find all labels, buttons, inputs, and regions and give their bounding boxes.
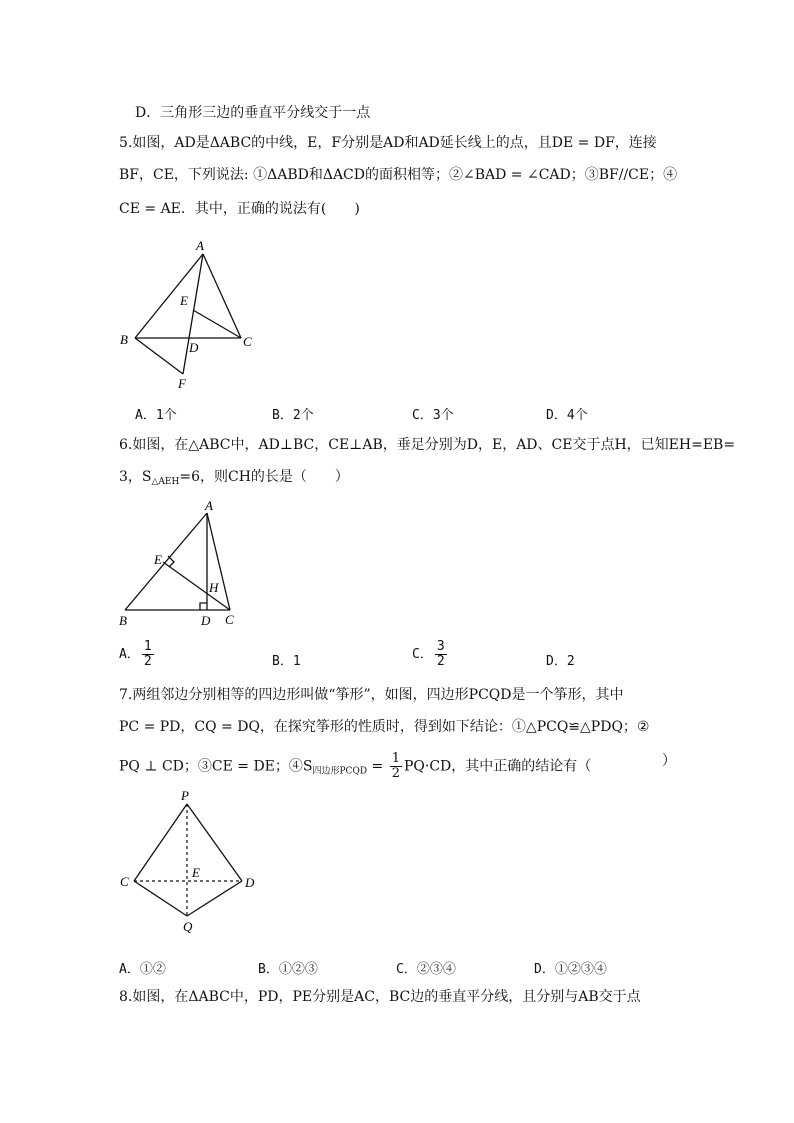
q7-text-line-2: PC = PD，CQ = DQ，在探究筝形的性质时，得到如下结论：①△PCQ≌△PDQ；② [119, 719, 650, 735]
q5-label-a: A [196, 238, 204, 253]
q6-option-d: D．2 [546, 654, 575, 669]
q6-label-h: H [209, 580, 219, 595]
q5-text-line-2: BF，CE，下列说法: ①ΔABD和ΔACD的面积相等；②∠BAD = ∠CAD；③BF//CE；④ [119, 167, 678, 183]
q6-option-a: A． $\frac{1}{2}$ [119, 639, 152, 669]
q6-area-subscript: △AEH [151, 477, 180, 487]
q7-label-q: Q [183, 919, 193, 934]
q7-label-e: E [192, 865, 200, 880]
q5-label-b: B [120, 332, 128, 347]
q6-text-line-2: 3，$S_{\triangle AEH}=6$，则CH的长是（ ） [119, 469, 349, 487]
q5-option-b: B．2个 [272, 408, 314, 423]
q5-option-c: C．3个 [412, 408, 454, 423]
q7-paren-close: ） [662, 753, 676, 769]
q5-label-e: E [180, 293, 188, 308]
q6-label-a: A [205, 498, 213, 513]
q7-label-c: C [120, 874, 129, 889]
q6-text-line-1: 6.如图，在△ABC中，AD⊥BC，CE⊥AB，垂足分别为D，E，AD、CE交于点H，已知EH=EB= [119, 437, 736, 453]
q7-option-d: D．①②③④ [534, 962, 607, 977]
q7-option-b: B．①②③ [258, 962, 318, 977]
q7-text-line-1: 7.两组邻边分别相等的四边形叫做“筝形”，如图，四边形PCQD是一个筝形，其中 [119, 687, 624, 703]
q5-option-a: A．1个 [135, 408, 177, 423]
q7-option-c: C．②③④ [396, 962, 456, 977]
q5-label-c: C [243, 334, 252, 349]
q6-option-b: B．1 [272, 654, 301, 669]
q6-label-e: E [154, 552, 162, 567]
q4-option-d: D．三角形三边的垂直平分线交于一点 [135, 105, 371, 121]
q6-label-d: D [201, 613, 211, 628]
q5-text-line-1: 5.如图，AD是ΔABC的中线，E，F分别是AD和AD延长线上的点，且DE = DF，连接 [119, 135, 657, 151]
q6-label-b: B [119, 613, 127, 628]
q7-text-line-3: PQ ⊥ CD；③CE = DE；$④S_{四边形PCQD}$ = $\frac{1}{2}$ PQ·CD，其中正确的结论有（ [119, 751, 592, 781]
q5-label-f: F [178, 376, 186, 391]
q5-label-d: D [189, 340, 199, 355]
q7-area-subscript: 四边形PCQD [312, 766, 368, 777]
q8-text-line-1: 8.如图，在ΔABC中，PD，PE分别是AC，BC边的垂直平分线，且分别与AB交于点 [119, 989, 641, 1005]
q6-label-c: C [225, 612, 234, 627]
q6-option-c: C． $\frac{3}{2}$ [412, 639, 445, 669]
q5-text-line-3: CE = AE．其中，正确的说法有( ) [119, 201, 360, 217]
q7-label-d: D [245, 875, 255, 890]
q7-option-a: A．①② [119, 962, 166, 977]
q5-option-d: D．4个 [546, 408, 588, 423]
q7-label-p: P [181, 788, 189, 803]
